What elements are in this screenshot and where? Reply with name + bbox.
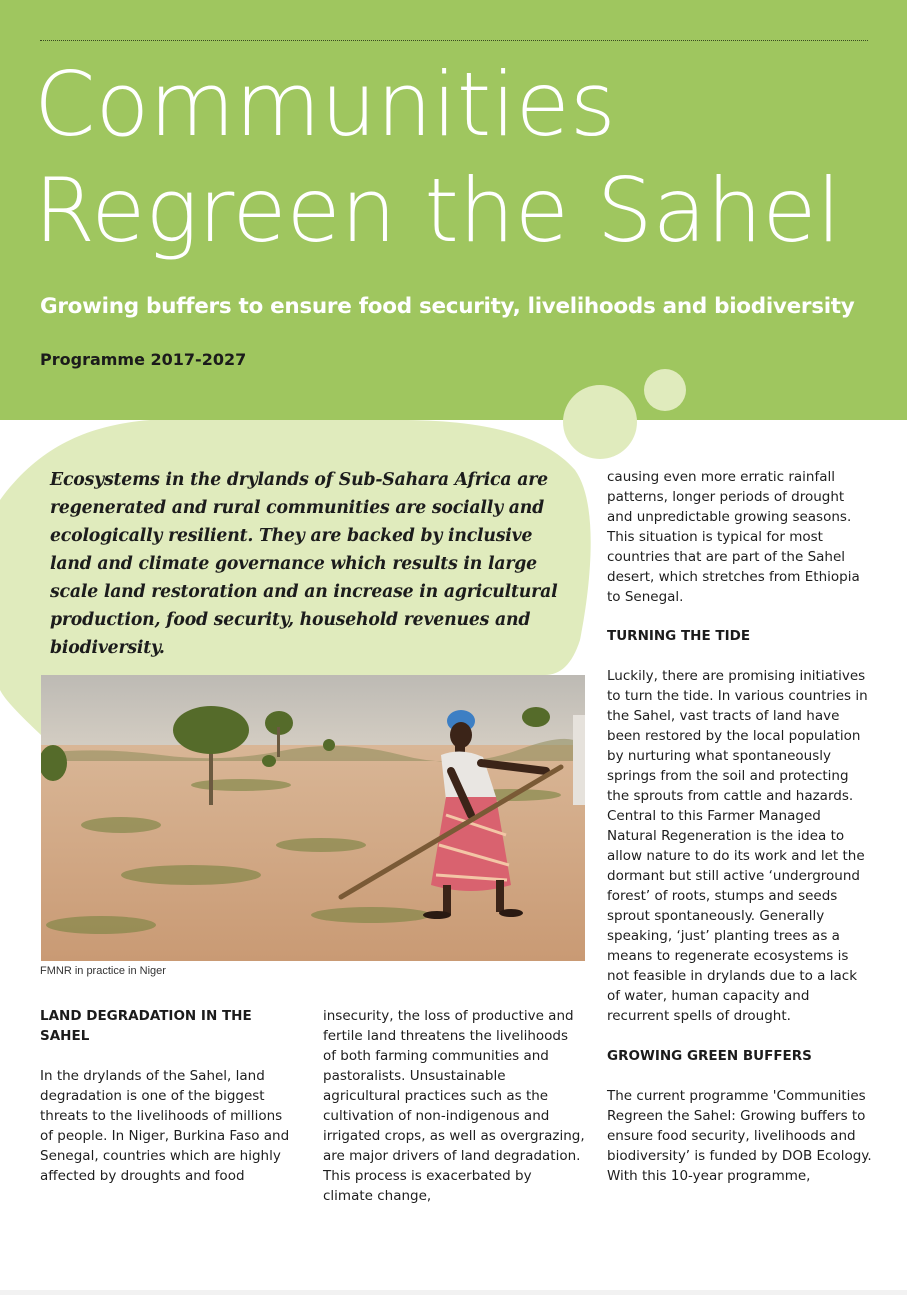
col3-paragraph-3: The current programme 'Communities Regreen the Sahel: Growing buffers to ensure food security, livelihoods and biodiversity’ is funded by DOB Ecology. With this 10-year programme, — [607, 1088, 872, 1184]
photo-illustration — [41, 675, 585, 961]
page-bottom-edge — [0, 1290, 907, 1295]
decorative-circle-small — [644, 369, 686, 411]
programme-period: Programme 2017-2027 — [40, 350, 247, 369]
page-subtitle: Growing buffers to ensure food security, livelihoods and biodiversity — [40, 294, 855, 319]
title-line-1: Communities — [34, 53, 616, 156]
intro-statement: Ecosystems in the drylands of Sub-Sahara Africa are regenerated and rural communities are socially and ecologically resilient. They are backed by inclusive land and climate governance which results in large scale land restoration and an increase in agricultural production, food security, household revenues and biodiversity. — [50, 470, 558, 658]
heading-turning-the-tide: TURNING THE TIDE — [607, 628, 751, 644]
decorative-circle-large — [563, 385, 637, 459]
fmnr-photo — [41, 675, 585, 961]
photo-caption: FMNR in practice in Niger — [40, 965, 166, 977]
col1-paragraph: In the drylands of the Sahel, land degradation is one of the biggest threats to the livelihoods of millions of people. In Niger, Burkina Faso and Senegal, countries which are highly affected by droughts and food — [40, 1068, 290, 1184]
col3-paragraph-1: causing even more erratic rainfall patterns, longer periods of drought and unpredictable growing seasons. This situation is typical for most countries that are part of the Sahel desert, which stretches from Ethiopia to Senegal. — [607, 469, 860, 605]
col2-paragraph: insecurity, the loss of productive and fertile land threatens the livelihoods of both farming communities and pastoralists. Unsustainable agricultural practices such as the cultivation of non-indigenous and irrigated crops, as well as overgrazing, are major drivers of land degradation. This process is exacerbated by climate change, — [323, 1008, 585, 1204]
heading-land-degradation: LAND DEGRADATION IN THE SAHEL — [40, 1008, 252, 1044]
title-line-2: Regreen the Sahel — [34, 159, 841, 262]
heading-growing-green-buffers: GROWING GREEN BUFFERS — [607, 1048, 812, 1064]
col3-paragraph-2: Luckily, there are promising initiatives to turn the tide. In various countries in the Sahel, vast tracts of land have been restored by the local population by nurturing what spontaneously springs from the soil and protecting the sprouts from cattle and hazards. Central to this Farmer Managed Natural Regeneration is the idea to allow nature to do its work and let the dormant but still active ‘underground forest’ of roots, stumps and seeds sprout spontaneously. Generally speaking, ‘just’ planting trees as a means to regenerate ecosystems is not feasible in drylands due to a lack of water, human capacity and recurrent spells of drought. — [607, 668, 868, 1024]
